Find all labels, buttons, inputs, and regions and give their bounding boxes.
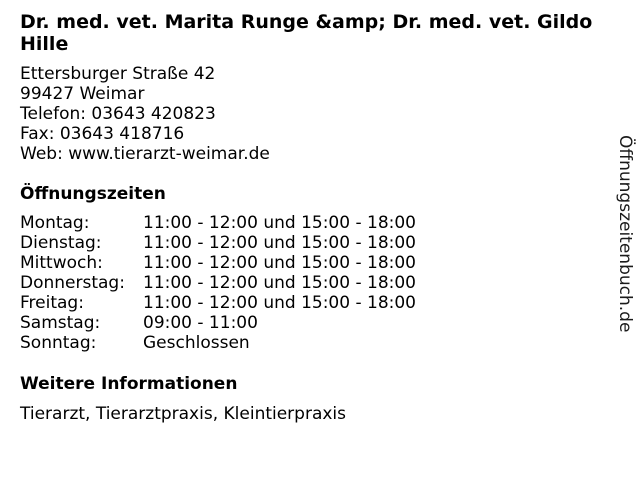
time-range: 11:00 - 12:00 und 15:00 - 18:00 bbox=[143, 253, 416, 273]
day-label: Sonntag: bbox=[20, 333, 97, 353]
hours-row-sunday bbox=[20, 333, 416, 353]
hours-row-friday bbox=[20, 293, 416, 313]
city-postcode: 99427 Weimar bbox=[20, 84, 145, 104]
day-label: Mittwoch: bbox=[20, 253, 103, 273]
time-range: 11:00 - 12:00 und 15:00 - 18:00 bbox=[143, 273, 416, 293]
day-label: Samstag: bbox=[20, 313, 101, 333]
hours-row-monday bbox=[20, 213, 416, 233]
time-range: 11:00 - 12:00 und 15:00 - 18:00 bbox=[143, 233, 416, 253]
day-label: Dienstag: bbox=[20, 233, 102, 253]
time-range: 11:00 - 12:00 und 15:00 - 18:00 bbox=[143, 293, 416, 313]
time-range: 11:00 - 12:00 und 15:00 - 18:00 bbox=[143, 213, 416, 233]
opening-hours-table bbox=[20, 213, 416, 353]
day-label: Montag: bbox=[20, 213, 90, 233]
hours-row-saturday bbox=[20, 313, 416, 333]
page-title: Dr. med. vet. Marita Runge &amp; Dr. med. vet. Gildo Hille bbox=[20, 11, 593, 55]
address-block bbox=[20, 64, 270, 164]
day-label: Donnerstag: bbox=[20, 273, 125, 293]
brand-watermark: Öffnungszeitenbuch.de bbox=[615, 135, 635, 333]
hours-row-tuesday bbox=[20, 233, 416, 253]
phone-number: Telefon: 03643 420823 bbox=[20, 104, 216, 124]
time-range: Geschlossen bbox=[143, 333, 250, 353]
street-address: Ettersburger Straße 42 bbox=[20, 64, 216, 84]
hours-row-thursday bbox=[20, 273, 416, 293]
opening-hours-heading: Öffnungszeiten bbox=[20, 184, 166, 204]
fax-number: Fax: 03643 418716 bbox=[20, 124, 185, 144]
website: Web: www.tierarzt-weimar.de bbox=[20, 144, 270, 164]
day-label: Freitag: bbox=[20, 293, 84, 313]
more-info-text: Tierarzt, Tierarztpraxis, Kleintierpraxis bbox=[20, 404, 347, 424]
hours-row-wednesday bbox=[20, 253, 416, 273]
time-range: 09:00 - 11:00 bbox=[143, 313, 258, 333]
more-info-heading: Weitere Informationen bbox=[20, 374, 238, 394]
